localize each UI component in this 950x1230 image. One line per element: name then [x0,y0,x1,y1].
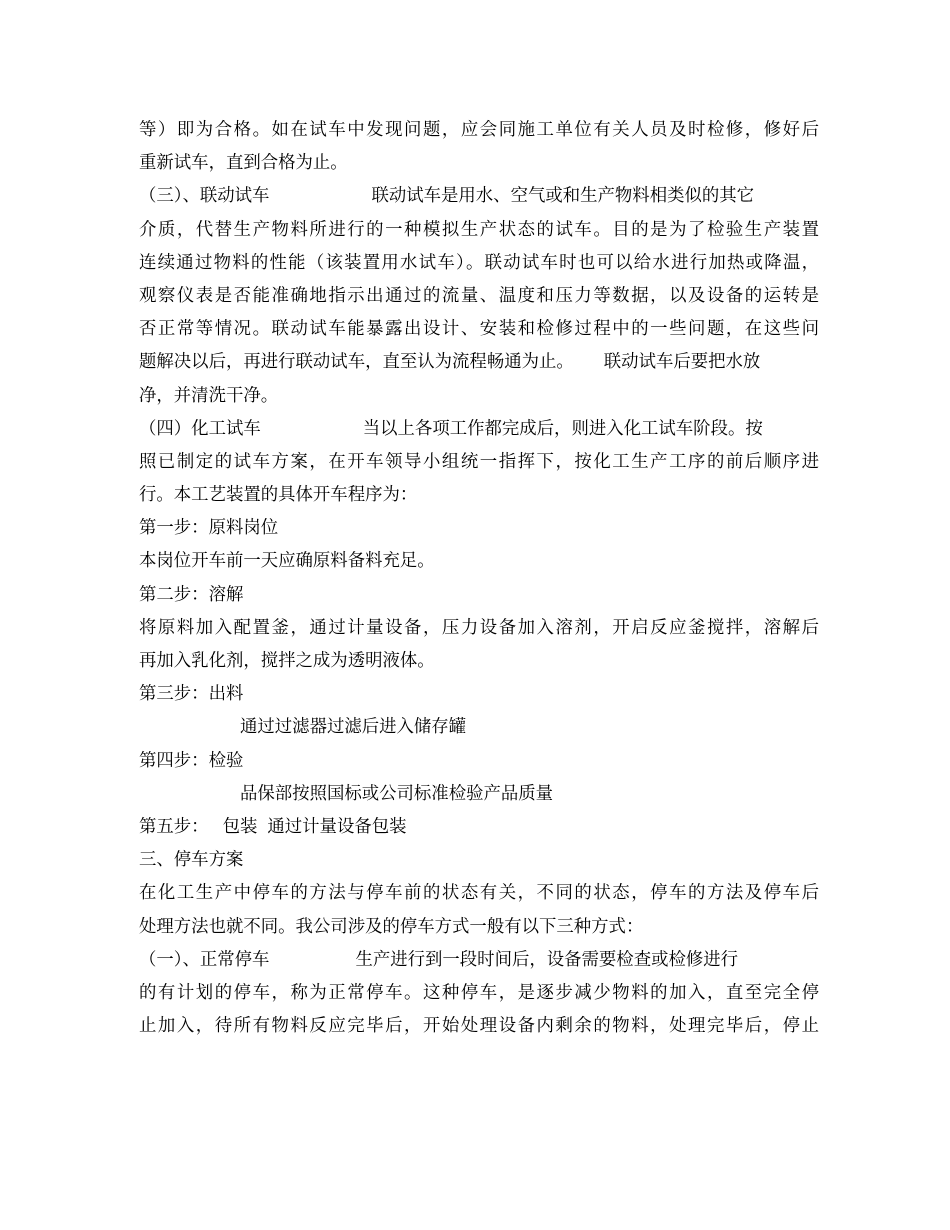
step-heading: 第一步：原料岗位 [139,518,279,539]
paragraph-text: 通过过滤器过滤后进入储存罐 [240,717,467,738]
paragraph-line: 本岗位开车前一天应确原料备料充足。 [139,551,435,572]
chapter-heading: 三、停车方案 [139,850,244,871]
section-heading: （四）化工试车 [139,418,261,439]
section-text: 联动试车是用水、空气或和生产物料相类似的其它 [371,186,755,207]
section-heading: （三）、联动试车 [139,186,270,207]
section-heading-line [139,180,819,213]
paragraph-line: 净，并清洗干净。 [139,385,279,406]
paragraph-text: 题解决以后，再进行联动试车，直至认为流程畅通为止。 [139,352,574,373]
section-text: 当以上各项工作都完成后，则进入化工试车阶段。按 [362,418,763,439]
section-text: 生产进行到一段时间后，设备需要检查或检修进行 [355,949,739,970]
paragraph-line: 止加入，待所有物料反应完毕后，开始处理设备内剩余的物料，处理完毕后，停止 [139,1016,819,1037]
paragraph-text: 品保部按照国标或公司标准检验产品质量 [240,783,554,804]
paragraph-line: 观察仪表是否能准确地指示出通过的流量、温度和压力等数据，以及设备的运转是 [139,285,819,306]
paragraph-line [139,346,819,379]
step-text: 通过计量设备包装 [267,816,407,837]
section-heading: （一）、正常停车 [139,949,270,970]
document-body [139,114,819,1043]
step-heading: 第四步：检验 [139,750,244,771]
paragraph-line [139,711,819,744]
paragraph-line: 在化工生产中停车的方法与停车前的状态有关，不同的状态，停车的方法及停车后 [139,883,819,904]
section-heading-line [139,413,819,446]
section-heading-line [139,944,819,977]
step-heading: 第二步：溶解 [139,584,244,605]
paragraph-line: 介质，代替生产物料所进行的一种模拟生产状态的试车。目的是为了检验生产装置 [139,219,819,240]
paragraph-line: 否正常等情况。联动试车能暴露出设计、安装和检修过程中的一些问题，在这些问 [139,319,819,340]
paragraph-line: 再加入乳化剂，搅拌之成为透明液体。 [139,651,435,671]
paragraph-line: 处理方法也就不同。我公司涉及的停车方式一般有以下三种方式： [139,916,644,937]
step-heading: 第五步： [139,816,209,837]
step-heading: 第三步：出料 [139,684,244,705]
paragraph-line: 的有计划的停车，称为正常停车。这种停车，是逐步减少物料的加入，直至完全停 [139,982,819,1003]
paragraph-line: 重新试车，直到合格为止。 [139,153,348,174]
paragraph-line: 连续通过物料的性能（该装置用水试车）。联动试车时也可以给水进行加热或降温， [139,252,819,273]
paragraph-line: 等）即为合格。如在试车中发现问题，应会同施工单位有关人员及时检修，修好后 [139,120,819,140]
paragraph-text: 联动试车后要把水放 [603,352,761,373]
paragraph-line: 照已制定的试车方案，在开车领导小组统一指挥下，按化工生产工序的前后顺序进 [139,451,819,472]
step-name: 包装 [222,816,258,837]
step-heading-line [139,811,819,844]
paragraph-line: 将原料加入配置釜，通过计量设备，压力设备加入溶剂，开启反应釜搅拌，溶解后 [139,617,819,638]
paragraph-line [139,778,819,811]
paragraph-line: 行。本工艺装置的具体开车程序为： [139,485,418,506]
